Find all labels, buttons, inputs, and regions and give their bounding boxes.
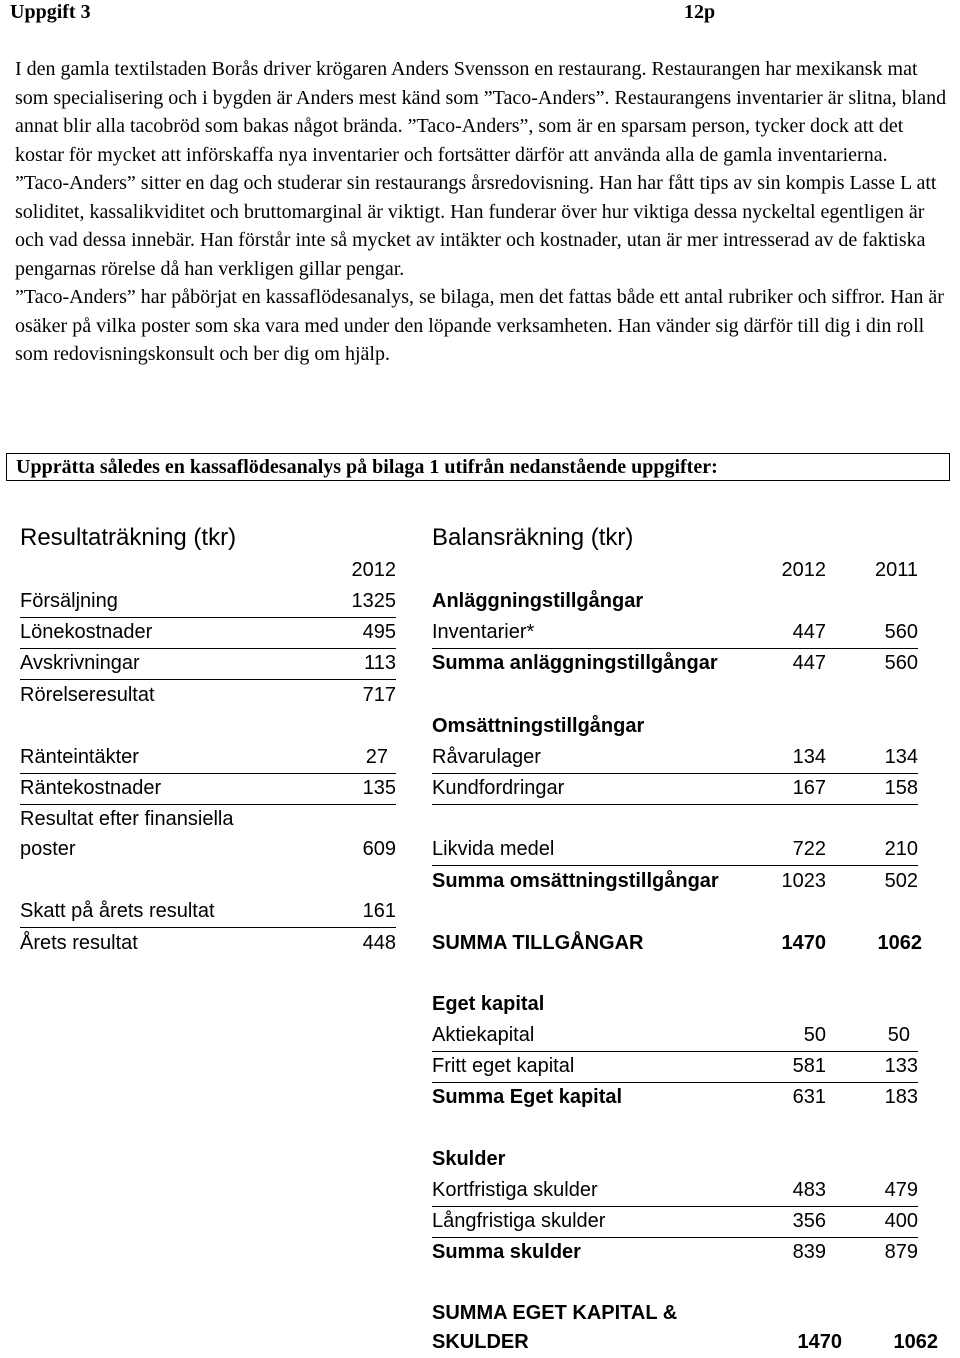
income-row-net-result — [20, 928, 396, 959]
row-label: Fritt eget kapital — [432, 1055, 575, 1077]
balance-year-2012: 2012 — [781, 559, 826, 581]
row-value-2012: 447 — [792, 652, 826, 674]
row-label: Omsättningstillgångar — [432, 715, 645, 737]
row-label: Summa omsättningstillgångar — [432, 870, 719, 892]
balance-row-raw-materials — [432, 742, 918, 774]
balance-sheet-title: Balansräkning (tkr) — [432, 524, 634, 551]
balance-row-total-1 — [432, 1298, 918, 1329]
row-value-2012: 631 — [792, 1086, 826, 1108]
row-value: 27 — [365, 746, 388, 768]
row-label: SUMMA EGET KAPITAL & — [432, 1302, 678, 1324]
row-label: Kundfordringar — [432, 777, 565, 799]
balance-year-2011: 2011 — [874, 559, 918, 581]
income-row-after-financial-2 — [20, 834, 396, 865]
row-value-2011: 479 — [884, 1179, 918, 1201]
row-value-2011: 50 — [887, 1024, 910, 1046]
income-row-interest-cost — [20, 773, 396, 805]
row-label: Skatt på årets resultat — [20, 900, 215, 922]
balance-row-debt-header — [432, 1144, 918, 1175]
balance-row-current-header — [432, 711, 918, 742]
balance-row-total-2 — [432, 1327, 938, 1358]
row-value-2011: 502 — [884, 870, 918, 892]
income-year-header — [20, 555, 396, 586]
row-value: 717 — [362, 684, 396, 706]
row-value: 113 — [364, 652, 396, 674]
balance-row-cash — [432, 834, 918, 866]
row-label: Ränteintäkter — [20, 746, 139, 768]
instruction-box: Upprätta således en kassaflödesanalys på bilaga 1 utifrån nedanstående uppgifter: — [6, 453, 950, 481]
row-label: Kortfristiga skulder — [432, 1179, 598, 1201]
row-value: 135 — [362, 777, 396, 799]
row-label: Räntekostnader — [20, 777, 162, 799]
row-label: Resultat efter finansiella — [20, 808, 234, 830]
row-label: Lönekostnader — [20, 621, 153, 643]
row-value-2011: 400 — [884, 1210, 918, 1232]
row-value-2012: 167 — [792, 777, 826, 799]
balance-row-receivables — [432, 773, 918, 805]
row-value-2011: 158 — [884, 777, 918, 799]
row-value-2011: 1062 — [877, 932, 922, 954]
balance-row-share-capital — [432, 1020, 918, 1052]
income-statement-title: Resultaträkning (tkr) — [20, 524, 237, 551]
row-value-2011: 560 — [884, 621, 918, 643]
balance-row-debt-sum — [432, 1237, 918, 1268]
row-label: Aktiekapital — [432, 1024, 535, 1046]
row-label: Avskrivningar — [20, 652, 140, 674]
assignment-title: Uppgift 3 — [10, 1, 91, 23]
row-value-2011: 210 — [884, 838, 918, 860]
row-value-2011: 134 — [884, 746, 918, 768]
balance-row-free-equity — [432, 1051, 918, 1083]
row-value-2012: 50 — [803, 1024, 826, 1046]
row-value-2012: 581 — [792, 1055, 826, 1077]
paragraph-intro: I den gamla textilstaden Borås driver krögaren Anders Svensson en restaurang. Restaurangen har mexikansk mat som specialisering och i bygden är Anders mest känd som ”Taco-Anders”. Restaurangens inventarier är slitna, bland annat blir alla tacobröd som bakas något brända. ”Taco-Anders”, som är en sparsam person, tycker dock att det kostar för mycket att införskaffa nya inventarier och fortsätter därför att använda alla de gamla inventarierna. — [15, 58, 947, 166]
row-value-2012: 839 — [792, 1241, 826, 1263]
row-value-2012: 483 — [792, 1179, 826, 1201]
row-value: 448 — [362, 932, 396, 954]
row-label: Likvida medel — [432, 838, 555, 860]
row-label: Summa skulder — [432, 1241, 581, 1263]
income-row-depreciation — [20, 648, 396, 680]
balance-row-equity-header — [432, 989, 918, 1020]
balance-row-current-sum — [432, 866, 918, 897]
row-label: Summa anläggningstillgångar — [432, 652, 718, 674]
row-label: Anläggningstillgångar — [432, 590, 644, 612]
row-label: Långfristiga skulder — [432, 1210, 606, 1232]
row-value-2012: 1470 — [781, 932, 826, 954]
balance-row-equipment — [432, 617, 918, 649]
assignment-text — [15, 55, 950, 369]
balance-row-short-debt — [432, 1175, 918, 1207]
balance-row-equity-sum — [432, 1082, 918, 1113]
row-value: 609 — [362, 838, 396, 860]
row-value-2011: 183 — [884, 1086, 918, 1108]
balance-row-fixed-header — [432, 586, 918, 617]
row-value-2012: 1470 — [797, 1331, 842, 1353]
row-label: Inventarier* — [432, 621, 535, 643]
row-label: Rörelseresultat — [20, 684, 155, 706]
row-label: Summa Eget kapital — [432, 1086, 623, 1108]
row-label: Skulder — [432, 1148, 506, 1170]
paragraph-annual-report: ”Taco-Anders” sitter en dag och studerar sin restaurangs årsredovisning. Han har fått tips av sin kompis Lasse L att soliditet, kassalikviditet och bruttomarginal är viktigt. Han funderar över hur viktiga dessa nyckeltal egentligen är och vad dessa innebär. Han förstår inte så mycket av intäkter och kostnader, utan är mer intresserad av de faktiska pengarnas rörelse då han verkligen gillar pengar. — [15, 172, 937, 280]
row-label: Eget kapital — [432, 993, 545, 1015]
row-label: Råvarulager — [432, 746, 541, 768]
row-value: 1325 — [351, 590, 396, 612]
income-row-operating — [20, 680, 396, 711]
row-value-2012: 447 — [792, 621, 826, 643]
row-value-2012: 1023 — [781, 870, 826, 892]
row-label: Årets resultat — [20, 932, 138, 954]
income-year: 2012 — [351, 559, 396, 581]
income-row-after-financial-1 — [20, 804, 396, 835]
row-label: Försäljning — [20, 590, 118, 612]
income-row-tax — [20, 896, 396, 928]
row-label: SKULDER — [432, 1331, 529, 1353]
row-value: 161 — [362, 900, 396, 922]
row-value-2012: 356 — [792, 1210, 826, 1232]
balance-row-long-debt — [432, 1206, 918, 1238]
row-value-2012: 722 — [792, 838, 826, 860]
row-value-2012: 134 — [792, 746, 826, 768]
assignment-points: 12p — [684, 1, 716, 23]
row-label: poster — [20, 838, 76, 860]
balance-row-assets-total — [432, 928, 922, 959]
balance-year-header — [432, 555, 918, 586]
row-value-2011: 560 — [884, 652, 918, 674]
row-value-2011: 133 — [884, 1055, 918, 1077]
row-value-2011: 879 — [884, 1241, 918, 1263]
paragraph-cash-flow: ”Taco-Anders” har påbörjat en kassaflödesanalys, se bilaga, men det fattas både ett antal rubriker och siffror. Han är osäker på vilka poster som ska vara med under den löpande verksamheten. Han vänder sig därför till dig i din roll som redovisningskonsult och ber dig om hjälp. — [15, 286, 944, 365]
row-value-2011: 1062 — [893, 1331, 938, 1353]
row-value: 495 — [362, 621, 396, 643]
income-row-interest-income — [20, 742, 396, 774]
income-row-sales — [20, 586, 396, 618]
income-row-wages — [20, 617, 396, 649]
row-label: SUMMA TILLGÅNGAR — [432, 932, 644, 954]
balance-row-fixed-sum — [432, 648, 918, 679]
page-header — [0, 0, 960, 28]
